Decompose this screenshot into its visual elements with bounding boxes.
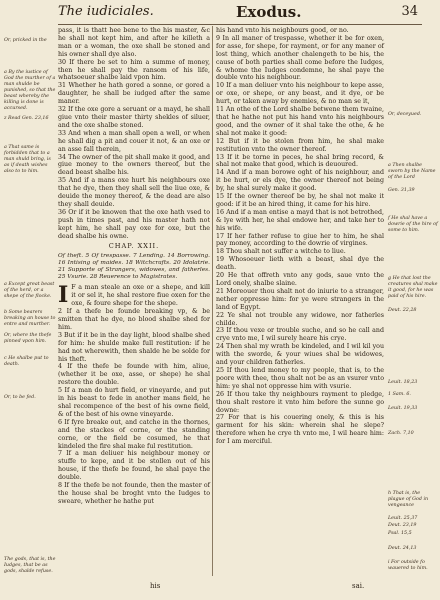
catchword-right: sai. [352,582,365,590]
verse-paragraph: F a man steale an oxe or a shepe, and kill it or sel it, he shal restore fiue oxen for the oxe, & foure shepe for the shepe. [71,284,210,308]
verse-paragraph: 7 If a man deliuer his neighbour money or stuffe to kepe, and it be stollen out of his house, if the thefe be found, he shal paye the double. [58,450,210,482]
left-column [58,27,210,506]
verse-paragraph: 33 And when a man shall open a well, or when he shall dig a pit and couer it not, & an oxe or an asse fall therein, [58,129,210,153]
margin-note: Or, pricked in the [4,38,47,43]
verse-paragraph: 13 If it be torne in peces, he shal bring record, & shal not make that good, which is deuoured. [216,153,384,169]
margin-note: Deut. 23,19 [388,523,417,528]
verse-paragraph: 31 Whether he hath gored a sonne, or gored a daughter, he shall be iudged after the same maner. [58,82,210,106]
verse-paragraph: 22 Ye shal not trouble any widowe, nor fatherles childe. [216,311,384,327]
margin-note: h That is, the plague of God in vengeance [388,491,429,508]
verse-paragraph: 34 The owner of the pit shall make it good, and giue money to the owners thereof, but the dead beast shalbe his. [58,153,210,177]
verse-paragraph: 21 Moreouer thou shalt not do iniurie to a stranger, nether oppresse him: for ye were strangers in the land of Egypt. [216,287,384,311]
margin-note: z Read Gen. 23,16 [4,116,49,121]
verse-paragraph: 27 For that is his couering onely, & this is his garment for his skin: wherein shal he slepe? therefore when he crye th vnto me, I wil heare him: for I am merciful. [216,414,384,446]
catchword-left: his [150,582,161,590]
margin-note: g He that lost the creatures shal make it good, for he was paid of his hire. [388,276,438,299]
verse-paragraph: 8 If the thefe be not founde, then the master of the house shal be broght vnto the Iudges to sweare, whether he hathe put [58,482,210,505]
margin-note: f He shal have a dowrie of the hire of some to him. [388,216,438,233]
book-title: Exodus. [236,3,302,21]
margin-note: a By the iustice of God the murther of a man shulde be punished, so that the beast whereby the killing is done is accursed. [4,70,56,111]
margin-note: Deut. 22,28 [388,308,417,313]
margin-note: Leuit. 19,33 [388,406,418,411]
verse-paragraph: 17 If her father refuse to giue her to him, he shal pay money, according to the dowrie of virgines. [216,232,384,248]
section-title: The iudiciales. [58,4,154,19]
verse-paragraph: his hand vnto his neighbours good, or no. [216,27,349,34]
verse-paragraph: 6 If fyre breake out, and catche in the thornes, and the stackes of corne, or the standing corne, or the field be cosumed, he that kindeled the fire shal make ful restitution. [58,418,210,450]
verse-paragraph: 3 But if it be in the day light, blood shalbe shed for him: he shulde make full restitution: if he had not wherewith, then shalde he be solde for his theft. [58,331,210,363]
margin-note: a That same is forbidden that to a man shuld bring, is as if death wishes also to to him. [4,145,51,174]
margin-note: Psal. 15,5 [388,531,412,536]
column-divider [212,26,213,576]
verse-paragraph: 15 If the owner thereof be by, he shal not make it good: if it be an hired thing, it came for his hire. [216,193,384,208]
margin-note: The gods, that is, the Iudges, that be as gods, shalde refuse. [4,557,56,574]
verse-paragraph: pass, it is thatt hee bene to the his master, &c he shall not kept him, and after he killeth a man or a woman, the oxe shall be stoned and his owner shall dye also. [58,27,210,58]
verse-paragraph: 14 And if a man borowe oght of his neighbour, and it be hurt, or els dye, the owner thereof not being by, he shal surely make it good. [216,169,384,193]
chapter-heading: CHAP. XXII. [108,242,160,251]
margin-note: c He shalbe put to death. [4,356,49,367]
drop-cap: I [58,282,69,309]
page-number: 34 [401,4,418,19]
verse-paragraph: 23 If thou vexe or trouble suche, and so he call and crye vnto me, I wil surely heare his crye. [216,327,384,343]
margin-note: Or, where the thefe pinned vpon him. [4,333,52,344]
margin-note: i For outside fo wauered to him. [388,560,428,571]
margin-note: Or, deceyued. [388,112,422,117]
right-column [216,27,384,446]
verse-paragraph: 20 He that offreth vnto any gods, saue vnto the Lord onely, shalbe slaine. [216,272,384,287]
running-header [58,4,422,25]
margin-note: a Except great beast of the herd, or a shepe of the flocke. [4,282,55,299]
margin-note: 1 Sam. 6. [388,392,411,397]
margin-note: Gen. 31,39 [388,188,415,193]
margin-note: Or, to be fed. [4,395,36,400]
verse-paragraph: 4 If the thefe be founde with him, aliue, (whether it be oxe, asse, or shepe) he shal restore the double. [58,363,210,387]
verse-paragraph: 36 Or if it be knowen that the oxe hath vsed to push in times past, and his master hath not kept him, he shall pay oxe for oxe, but the dead shalbe his owne. [58,208,210,240]
verse-paragraph: 2 If a thefe be founde breaking vp, & be smitten that he dye, no blood shalbe shed for him. [58,308,210,331]
verse-paragraph: 24 Then shal my wrath be kindeled, and I wil kil you with the sworde, & your wiues shal be widowes, and your children fatherles. [216,343,384,367]
chapter-summary: Of theft. 5 Of trespasse. 7 Lending. 14 Borrowing. 16 Intising of maides. 18 Witchcrafts. 20 Idolatrie. 21 Supporte of Strangers, widowes, and fatherles. 25 Vsurie. 28 Reuerence to Magistrates. [58,253,210,281]
verse-paragraph: 5 If a man do hurt field, or vineyarde, and put in his beast to fede in another mans field, he shal recompence of the best of his owne field, & of the best of his owne vineyarde. [58,387,210,418]
verse-paragraph: 25 If thou lend money to my people, that is, to the poore with thee, thou shalt not be as an vsurer vnto him: ye shal not oppresse him with vsurie. [216,366,384,390]
verse-paragraph: 19 Whosoeuer lieth with a beast, shal dye the death. [216,256,384,272]
verse-paragraph: 26 If thou take thy neighbours rayment to pledge, thou shalt restore it vnto him before the sunne go downe: [216,390,384,414]
verse-paragraph: 30 If there be set to him a summe of money, then he shall pay the ransom of his life, whatsoeuer shalbe laid vpon him. [58,58,210,82]
verse-paragraph: 12 But if it be stolen from him, he shal make restitution vnto the owner thereof. [216,137,384,153]
margin-note: a Then shalbe sworn by the Name of the Lord [388,163,436,180]
verse-paragraph: 16 And if a man entise a mayd that is not betrothed, & lye with her, he shal endowe her, and take her to his wife. [216,208,384,232]
verse-paragraph: 32 If the oxe gore a seruant or a mayd, he shall giue vnto their master thirty shekles of siluer, and the oxe shalbe stoned. [58,106,210,129]
verse-paragraph: 10 If a man deliuer vnto his neighbour to kepe asse, or oxe, or shepe, or any beast, and it dye, or be hurt, or taken away by enemies, & no man se it, [216,82,384,106]
verse-paragraph: 11 An othe of the Lord shalbe betwene them twaine, that he hathe not put his hand vnto his neighbours good, and the owner of it shal take the othe, & he shal not make it good: [216,106,384,137]
verse-paragraph: 35 And if a mans oxe hurt his neighbours oxe that he dye, then they shall sell the liue oxe, & deuide the money thereof, & the dead are also they shall deuide. [58,177,210,208]
margin-note: Zach. 7,10 [388,431,414,436]
margin-note: b Some bearers breaking an house to entre and murther. [4,310,56,327]
margin-note: Deut. 24,13 [388,546,417,551]
margin-note: Leuit. 25,37 [388,516,418,521]
verse-paragraph: 9 In all maner of trespasse, whether it be for oxen, for asse, for shepe, for rayment, or for any maner of lost thing, which another chalengeth to be his, the cause of both parties shall come before the Iudges, & whome the Iudges condemne, he shal paye the double vnto his neighbour. [216,34,384,82]
margin-note: Leuit. 18,23 [388,380,418,385]
verse-paragraph: 18 Thou shalt not suffer a witche to liue. [216,248,346,256]
